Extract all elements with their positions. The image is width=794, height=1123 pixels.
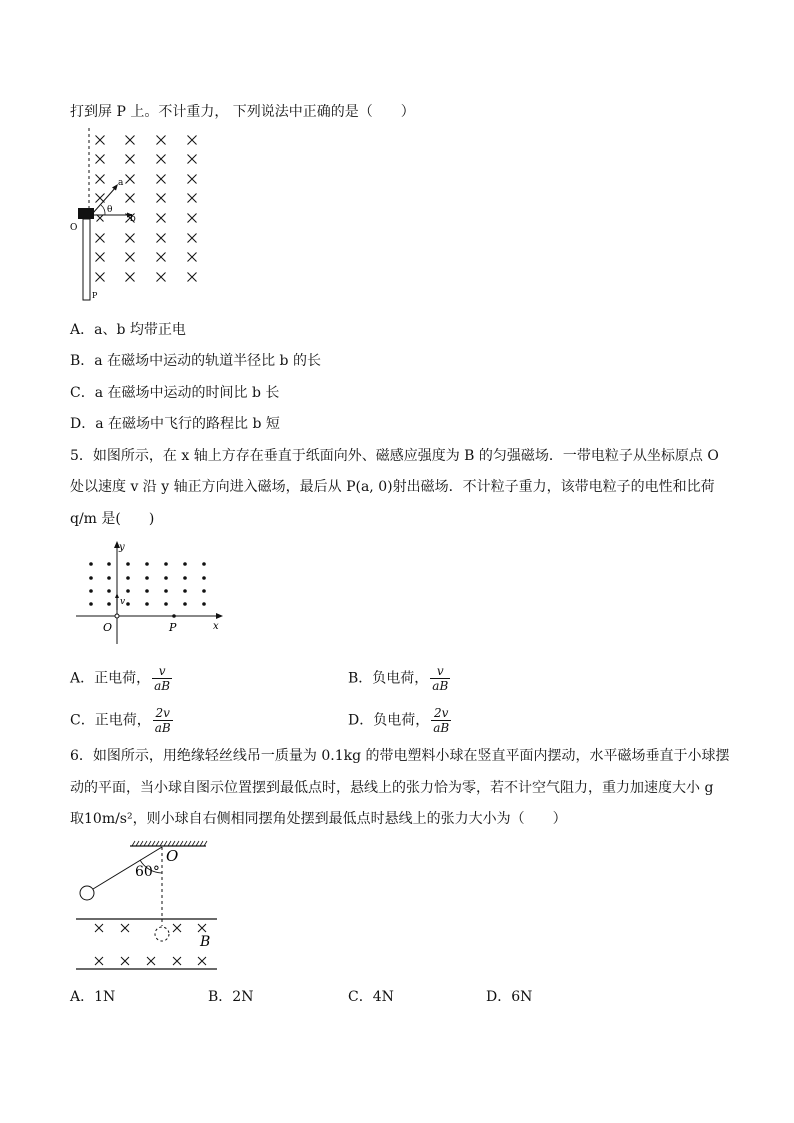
q4-cross-mark (157, 175, 166, 184)
q4-cross-mark (188, 273, 197, 282)
q4-stem: 打到屏 P 上。不计重力， 下列说法中正确的是（ ） (70, 104, 415, 120)
q5-field-dot (145, 589, 149, 593)
q5-label-y: y (119, 542, 125, 553)
q4-label-theta: θ (107, 205, 113, 215)
q6-cross-mark (121, 924, 129, 932)
q6-hatch-line (168, 841, 171, 846)
q6-field-crosses (95, 924, 206, 965)
q6-label-angle: 60° (135, 864, 160, 880)
q4-cross-mark (126, 136, 135, 145)
q4-option-c[interactable]: C．a 在磁场中运动的时间比 b 长 (70, 385, 280, 401)
q5-field-dot (145, 576, 149, 580)
q5-option-c-fraction: $\frac{2v}{aB}$ (154, 706, 171, 735)
q6-hatch-line (204, 841, 207, 846)
q5-point-P (172, 614, 176, 618)
q6-cross-mark (95, 957, 103, 965)
q6-stem-line1: 6．如图所示，用绝缘轻丝线吊一质量为 0.1kg 的带电塑料小球在竖直平面内摆动，水平磁场垂直于小球摆 (70, 748, 730, 764)
q4-cross-mark (188, 136, 197, 145)
q5-field-dot (202, 562, 206, 566)
q5-field-dot (145, 562, 149, 566)
q6-option-a[interactable]: A．1N (70, 989, 116, 1005)
q6-cross-mark (121, 957, 129, 965)
q5-field-dot (183, 576, 187, 580)
q6-hatch-line (156, 841, 159, 846)
q5-field-dot (183, 589, 187, 593)
q6-hatch-line (196, 841, 199, 846)
q6-hatch-line (160, 841, 163, 846)
q4-cross-mark (188, 214, 197, 223)
q6-ball-lowest-dashed (155, 927, 169, 941)
q5-stem-line2: 处以速度 v 沿 y 轴正方向进入磁场，最后从 P(a, 0)射出磁场．不计粒子重力，该带电粒子的电性和比荷 (70, 479, 715, 495)
q4-option-a[interactable]: A．a、b 均带正电 (70, 322, 186, 338)
q5-field-dot (107, 562, 111, 566)
q4-cross-mark (96, 136, 105, 145)
q4-cross-mark (188, 234, 197, 243)
q5-figure (72, 538, 232, 648)
q6-cross-mark (147, 957, 155, 965)
q6-hatch-line (184, 841, 187, 846)
q4-cross-mark (157, 234, 166, 243)
q4-cross-mark (97, 215, 104, 222)
q6-ball (80, 886, 94, 900)
q5-field-dot (126, 576, 130, 580)
q5-field-dot (126, 589, 130, 593)
q6-hatch-line (132, 841, 135, 846)
q6-hatch-line (140, 841, 143, 846)
q4-cross-mark (96, 234, 105, 243)
q6-cross-mark (198, 957, 206, 965)
q4-cross-mark (157, 194, 166, 203)
q5-stem-line1: 5．如图所示，在 x 轴上方存在垂直于纸面向外、磁感应强度为 B 的匀强磁场．一带电粒子从坐标原点 O (70, 448, 719, 464)
q6-hatch-line (148, 841, 151, 846)
q5-field-dot (107, 602, 111, 606)
q5-field-dot (89, 602, 93, 606)
q5-field-dots (89, 562, 206, 606)
q5-label-v: v (120, 597, 126, 607)
q4-cross-mark (96, 175, 105, 184)
q6-cross-mark (173, 924, 181, 932)
q6-hatch-line (180, 841, 183, 846)
q5-x-arrowhead (216, 613, 223, 619)
q5-field-dot (164, 589, 168, 593)
q5-field-dot (126, 602, 130, 606)
q5-label-O: O (103, 621, 113, 634)
q5-field-dot (126, 562, 130, 566)
q4-source-block (78, 208, 94, 219)
q4-label-P: P (92, 291, 98, 300)
q6-hatch-line (152, 841, 155, 846)
q5-option-d-fraction: $\frac{2v}{aB}$ (433, 706, 450, 735)
q5-field-dot (145, 602, 149, 606)
q6-ceiling-hatch (132, 841, 207, 846)
q5-option-a[interactable]: A．正电荷， $\frac{v}{aB}$ (70, 664, 171, 693)
q5-field-dot (164, 562, 168, 566)
q4-cross-mark (126, 194, 135, 203)
q5-field-dot (89, 576, 93, 580)
q6-hatch-line (172, 841, 175, 846)
q4-cross-mark (126, 175, 135, 184)
q4-cross-mark (157, 214, 166, 223)
q5-label-P: P (169, 621, 177, 634)
q4-cross-mark (157, 136, 166, 145)
q5-velocity-arrowhead (115, 593, 119, 598)
q6-option-c[interactable]: C．4N (348, 989, 394, 1005)
q4-label-b: b (130, 214, 136, 224)
q4-cross-mark (188, 253, 197, 262)
q4-cross-mark (157, 253, 166, 262)
q5-field-dot (107, 589, 111, 593)
q4-option-d[interactable]: D．a 在磁场中飞行的路程比 b 短 (70, 416, 280, 432)
q5-field-dot (202, 602, 206, 606)
q5-field-dot (164, 602, 168, 606)
q6-hatch-line (144, 841, 147, 846)
q4-cross-mark (188, 175, 197, 184)
q5-origin-point (115, 614, 119, 618)
q5-field-dot (183, 562, 187, 566)
q6-hatch-line (188, 841, 191, 846)
q4-figure (66, 128, 206, 303)
q4-angle-arc (101, 205, 105, 215)
q6-cross-mark (173, 957, 181, 965)
q6-label-O: O (166, 847, 179, 865)
q4-cross-mark (126, 234, 135, 243)
q5-field-dot (202, 576, 206, 580)
q4-cross-mark (126, 273, 135, 282)
q5-option-b-fraction: $\frac{v}{aB}$ (432, 664, 449, 693)
q4-cross-mark (126, 155, 135, 164)
q5-option-d[interactable]: D．负电荷， $\frac{2v}{aB}$ (348, 706, 450, 735)
q5-option-c[interactable]: C．正电荷， $\frac{2v}{aB}$ (70, 706, 171, 735)
q4-cross-mark (157, 155, 166, 164)
q6-label-B: B (200, 934, 211, 950)
q6-hatch-line (192, 841, 195, 846)
q6-option-d[interactable]: D．6N (486, 989, 533, 1005)
q6-cross-mark (198, 924, 206, 932)
q5-option-a-fraction: $\frac{v}{aB}$ (154, 664, 171, 693)
q6-option-b[interactable]: B．2N (208, 989, 254, 1005)
q4-cross-mark (188, 194, 197, 203)
q6-hatch-line (200, 841, 203, 846)
q5-option-b[interactable]: B．负电荷， $\frac{v}{aB}$ (348, 664, 449, 693)
q5-stem-line3: q/m 是( ) (70, 511, 155, 527)
q5-field-dot (89, 589, 93, 593)
q4-cross-mark (96, 155, 105, 164)
q6-hatch-line (176, 841, 179, 846)
q4-option-b[interactable]: B．a 在磁场中运动的轨道半径比 b 的长 (70, 353, 321, 369)
q4-screen (83, 219, 90, 300)
q5-field-dot (107, 576, 111, 580)
q6-hatch-line (136, 841, 139, 846)
q5-label-x: x (213, 621, 219, 632)
q5-field-dot (202, 589, 206, 593)
q6-hatch-line (164, 841, 167, 846)
q4-label-a: a (118, 178, 124, 188)
q4-cross-mark (126, 253, 135, 262)
q4-cross-mark (157, 273, 166, 282)
q4-cross-mark (96, 253, 105, 262)
q5-field-dot (164, 576, 168, 580)
q6-stem-line2: 动的平面，当小球自图示位置摆到最低点时，悬线上的张力恰为零，若不计空气阻力，重力加速度大小 g (70, 780, 714, 796)
q4-cross-mark (96, 273, 105, 282)
q5-field-dot (183, 602, 187, 606)
q4-label-O: O (70, 223, 78, 233)
q6-cross-mark (95, 924, 103, 932)
q5-field-dot (89, 562, 93, 566)
q6-stem-line3: 取10m/s²，则小球自右侧相同摆角处摆到最低点时悬线上的张力大小为（ ） (70, 811, 567, 827)
q4-cross-mark (188, 155, 197, 164)
q6-figure (74, 840, 224, 975)
